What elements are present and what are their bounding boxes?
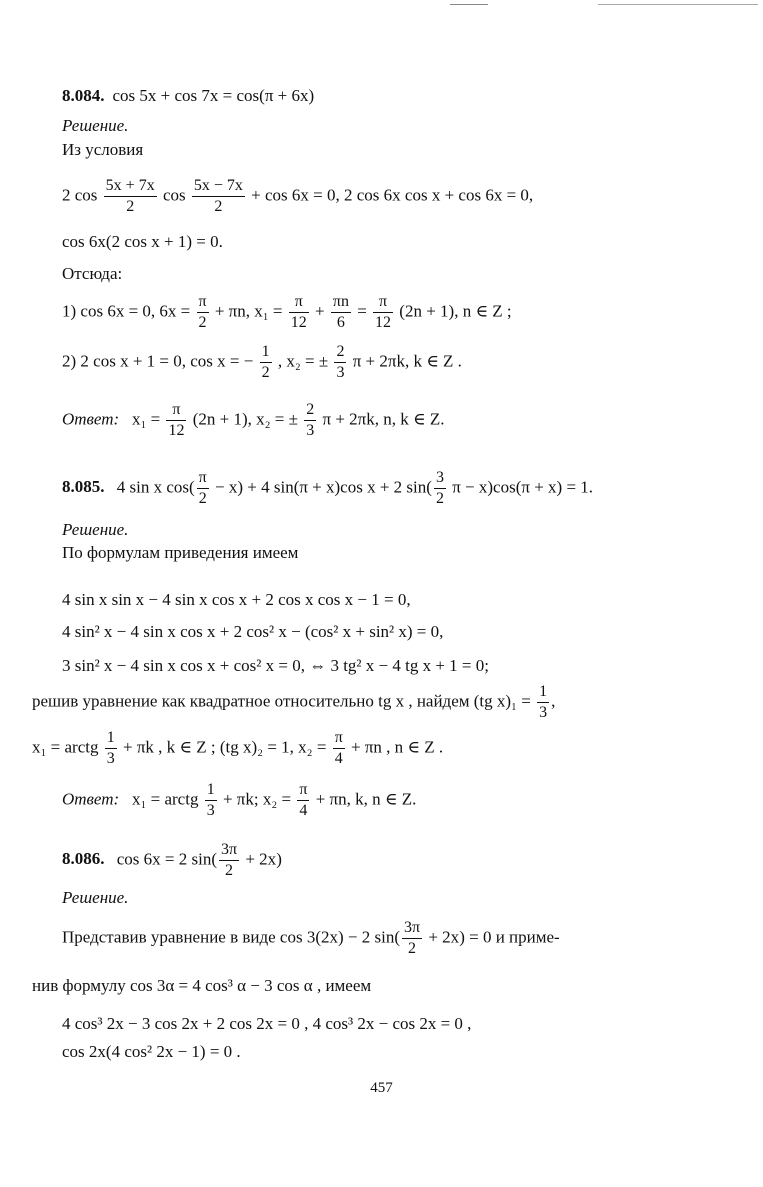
formula-text: 2) 2 cos x + 1 = 0, cos x = −	[62, 351, 254, 371]
numerator: π	[373, 294, 393, 313]
numerator: 3	[434, 470, 446, 489]
formula-line	[32, 730, 443, 774]
fraction	[104, 178, 157, 215]
denominator: 4	[334, 750, 343, 767]
denominator: 2	[214, 198, 223, 215]
fraction	[297, 782, 309, 819]
denominator: 2	[261, 364, 270, 381]
numerator: 2	[304, 402, 316, 421]
numerator: 2	[334, 344, 346, 363]
formula-line: 4 cos³ 2x − 3 cos 2x + 2 cos 2x = 0 , 4 cos³ 2x − cos 2x = 0 ,	[62, 1014, 472, 1033]
formula-text: π + 2πk, k ∈ Z .	[352, 351, 462, 371]
numerator: π	[297, 782, 309, 801]
denominator: 2	[198, 490, 207, 507]
intro-text: По формулам приведения имеем	[62, 543, 299, 562]
denominator: 2	[408, 940, 417, 957]
hence-text: Отсюда:	[62, 264, 123, 283]
formula-text: x₁ = arctg	[131, 789, 199, 809]
numerator: 3π	[219, 842, 239, 861]
fraction	[260, 344, 272, 381]
fraction	[537, 684, 549, 721]
answer-label: Ответ:	[62, 789, 120, 809]
answer-line	[62, 402, 444, 446]
formula-line: cos 6x(2 cos x + 1) = 0.	[62, 232, 223, 251]
formula-line	[62, 344, 462, 388]
formula-text: = 0 и приме-	[469, 927, 560, 947]
formula-text: + 2x	[245, 849, 277, 869]
problem-8086-statement: 8.086. cos 6x = 2 sin( $\frac{3\pi}{2}$ + 2x)	[62, 841, 282, 879]
fraction	[334, 344, 346, 381]
formula-line: 4 sin x sin x − 4 sin x cos x + 2 cos x cos x − 1 = 0,	[62, 590, 411, 609]
numerator: 1	[537, 684, 549, 703]
formula-line: Представив уравнение в виде cos 3(2x) − 2 sin( $\frac{3\pi}{2}$ + 2x) = 0 и приме-	[62, 919, 560, 957]
fraction	[373, 294, 393, 331]
formula-text: решив уравнение как квадратное относительно tg x , найдем (tg x)₁ =	[32, 691, 531, 711]
formula-text: 2 cos	[62, 185, 98, 205]
denominator: 3	[206, 802, 215, 819]
fraction	[192, 178, 245, 215]
denominator: 12	[375, 314, 392, 331]
equation: cos 5x + cos 7x = cos(π + 6x)	[112, 86, 315, 105]
fraction	[105, 730, 117, 767]
formula-text: + πn, x₁ =	[214, 301, 283, 321]
formula-text: ,	[551, 691, 556, 711]
problem-number: 8.086.	[62, 849, 105, 869]
numerator: πn	[331, 294, 351, 313]
formula-line	[62, 178, 533, 222]
denominator: 2	[126, 198, 135, 215]
numerator: 5x − 7x	[192, 178, 245, 197]
denominator: 12	[290, 314, 307, 331]
formula-text: + 4 sin(π + x)cos x + 2 sin	[247, 477, 427, 497]
formula-text: π + 2πk, n, k ∈ Z.	[322, 409, 445, 429]
formula-line	[62, 294, 512, 338]
denominator: 3	[306, 422, 315, 439]
condition-text: Из условия	[62, 140, 144, 159]
numerator: π	[166, 402, 186, 421]
formula-line: 3 sin² x − 4 sin x cos x + cos² x = 0, ⇔ 3 tg² x − 4 tg x + 1 = 0;	[62, 656, 489, 675]
problem-8084-statement	[62, 86, 314, 106]
denominator: 2	[198, 314, 207, 331]
formula-line	[32, 684, 555, 728]
formula-text: (2n + 1), n ∈ Z ;	[399, 301, 512, 321]
formula-text: π − x	[452, 477, 488, 497]
numerator: π	[289, 294, 309, 313]
formula-text: +	[315, 301, 325, 321]
formula-text: + πk; x₂ =	[222, 789, 292, 809]
denominator: 3	[539, 704, 548, 721]
fraction	[333, 730, 345, 767]
formula-text: Представив уравнение в виде cos 3(2x) − 2 sin	[62, 927, 395, 947]
formula-line: 4 sin² x − 4 sin x cos x + 2 cos² x − (cos² x + sin² x) = 0,	[62, 622, 444, 641]
scan-artifact-line	[598, 4, 758, 5]
fraction	[289, 294, 309, 331]
fraction	[219, 842, 239, 879]
formula-text: x₁ = arctg	[32, 737, 99, 757]
formula-line: cos 2x(4 cos² 2x − 1) = 0 .	[62, 1042, 241, 1061]
formula-text: + πk , k ∈ Z ; (tg x)₂ = 1, x₂ =	[123, 737, 327, 757]
fraction	[205, 782, 217, 819]
formula-text: =	[357, 301, 367, 321]
formula-text: cos(π + x) = 1.	[493, 477, 594, 497]
formula-text: − x	[215, 477, 238, 497]
denominator: 2	[435, 490, 444, 507]
denominator: 3	[336, 364, 345, 381]
fraction	[304, 402, 316, 439]
fraction	[166, 402, 186, 439]
formula-text: 4 sin x cos	[116, 477, 189, 497]
numerator: π	[333, 730, 345, 749]
answer-label: Ответ:	[62, 409, 120, 429]
numerator: 1	[105, 730, 117, 749]
denominator: 6	[336, 314, 345, 331]
formula-text: 1) cos 6x = 0, 6x =	[62, 301, 191, 321]
numerator: π	[197, 470, 209, 489]
problem-8085-statement: 8.085. 4 sin x cos( $\frac{\pi}{2}$ − x) + 4 sin(π + x)cos x + 2 sin( $\frac{3}{2}$ π − x)cos(π + x) = 1.	[62, 469, 594, 507]
formula-text: , x₂ = ±	[277, 351, 329, 371]
formula-text: + cos 6x = 0, 2 cos 6x cos x + cos 6x = 0,	[251, 185, 534, 205]
problem-number: 8.084.	[62, 86, 105, 105]
fraction	[331, 294, 351, 331]
formula-text: (2n + 1), x₂ = ±	[192, 409, 298, 429]
fraction	[434, 470, 446, 507]
denominator: 4	[299, 802, 308, 819]
formula-text: cos	[162, 185, 186, 205]
formula-text: x₁ =	[131, 409, 161, 429]
formula-text: + πn, k, n ∈ Z.	[315, 789, 417, 809]
numerator: π	[197, 294, 209, 313]
answer-line	[62, 782, 416, 826]
problem-number: 8.085.	[62, 477, 105, 497]
numerator: 3π	[402, 920, 422, 939]
denominator: 3	[106, 750, 115, 767]
formula-text: + πn , n ∈ Z .	[351, 737, 444, 757]
fraction	[197, 294, 209, 331]
numerator: 5x + 7x	[104, 178, 157, 197]
formula-text: + 2x	[428, 927, 460, 947]
denominator: 2	[225, 862, 234, 879]
solution-label: Решение.	[62, 520, 129, 539]
scan-artifact-line	[450, 4, 488, 5]
numerator: 1	[205, 782, 217, 801]
solution-label: Решение.	[62, 116, 129, 135]
solution-label: Решение.	[62, 888, 129, 907]
formula-line: нив формулу cos 3α = 4 cos³ α − 3 cos α , имеем	[32, 976, 372, 995]
numerator: 1	[260, 344, 272, 363]
page-number: 457	[370, 1080, 393, 1096]
denominator: 12	[168, 422, 185, 439]
fraction	[402, 920, 422, 957]
fraction	[197, 470, 209, 507]
formula-text: cos 6x = 2 sin	[116, 849, 212, 869]
